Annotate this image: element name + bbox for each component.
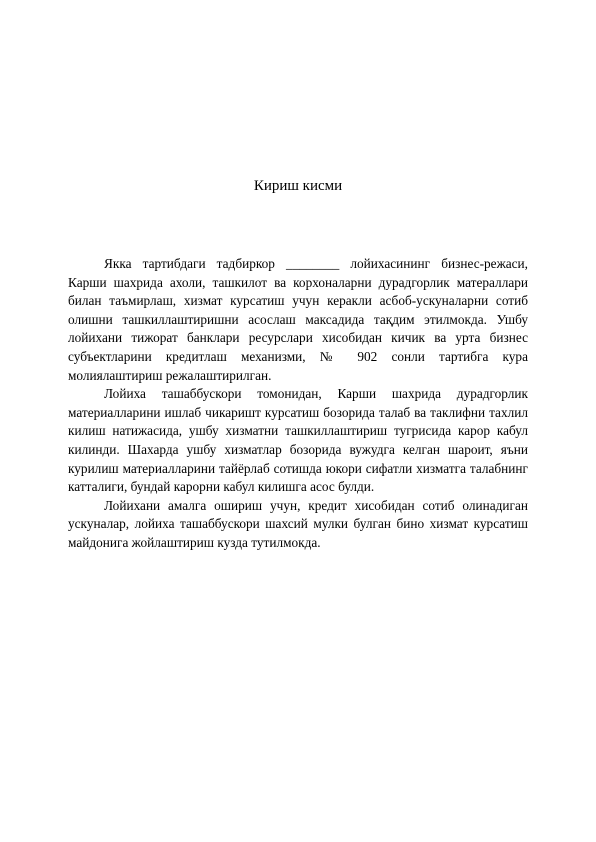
body-text (68, 255, 528, 553)
paragraph-2: Лойиха ташаббускори томонидан, Карши шахрида дурадгорлик материалларини ишлаб чикаришт курсатиш бозорида талаб ва таклифни тахлил килиш натижасида, ушбу хизматни ташкиллаштириш тугрисида карор кабул килинди. Шахарда ушбу хизматлар бозорида вужудга келган шароит, яъни курилиш материалларини тайёрлаб сотишда юкори сифатли хизматга талабнинг катталиги, бундай карорни кабул килишга асос булди. (68, 386, 528, 495)
paragraph-3: Лойихани амалга ошириш учун, кредит хисобидан сотиб олинадиган ускуналар, лойиха ташаббускори шахсий мулки булган бино хизмат курсатиш майдонига жойлаштириш кузда тутилмокда. (68, 497, 528, 550)
section-heading: Кириш кисми (253, 178, 343, 194)
paragraph-1: Якка тартибдаги тадбиркор ________ лойихасининг бизнес-режаси, Карши шахрида ахоли, ташкилот ва корхоналарни дурадгорлик матераллари билан таъмирлаш, хизмат курсатиш учун керакли асбоб-ускуналарни сотиб олишни ташкиллаштиришни асослаш максадида тақдим этилмокда. Ушбу лойихани тижорат банклари ресурслари хисобидан кичик ва урта бизнес субъектларини кредитлаш механизми, № 902 сонли тартибга кура молиялаштириш режалаштирилган. (68, 256, 528, 383)
